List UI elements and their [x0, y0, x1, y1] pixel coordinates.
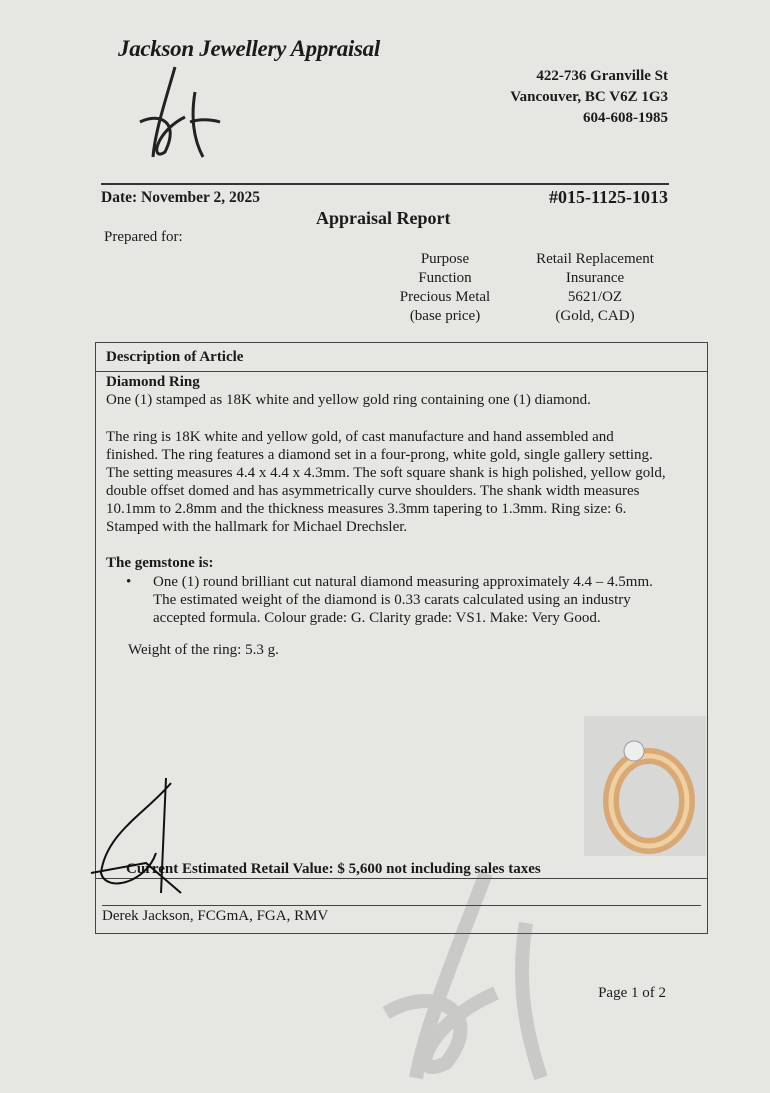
purpose-labels	[390, 250, 500, 326]
appraisal-number: #015-1125-1013	[549, 187, 668, 207]
phone: 604-608-1985	[583, 110, 668, 126]
prepared-for: Prepared for:	[104, 229, 183, 245]
page-number: Page 1 of 2	[598, 985, 666, 1001]
watermark-monogram	[376, 863, 606, 1093]
desc-line: finished. The ring features a diamond set in a four-prong, white gold, single gallery setting.	[106, 447, 653, 463]
address-city: Vancouver, BC V6Z 1G3	[510, 89, 668, 105]
label: Purpose	[420, 251, 470, 267]
label: Precious Metal	[399, 289, 491, 305]
value: Retail Replacement	[536, 251, 654, 267]
date: Date: November 2, 2025	[101, 189, 260, 206]
signature	[86, 773, 196, 903]
gem-line: accepted formula. Colour grade: G. Clarity grade: VS1. Make: Very Good.	[153, 610, 601, 626]
gem-line: The estimated weight of the diamond is 0.33 carats calculated using an industry	[153, 592, 631, 608]
signature-line	[102, 905, 701, 906]
report-title: Appraisal Report	[316, 208, 451, 228]
desc-line: double offset domed and has asymmetrically curve shoulders. The shank width measures	[106, 483, 640, 499]
purpose-values	[525, 250, 665, 326]
address-block	[510, 66, 668, 129]
article-header-label: Description of Article	[106, 349, 244, 365]
ring-weight: Weight of the ring: 5.3 g.	[128, 642, 279, 658]
value: (Gold, CAD)	[555, 308, 635, 324]
label: (base price)	[409, 308, 481, 324]
divider	[101, 183, 669, 185]
value: Insurance	[565, 270, 625, 286]
article-box	[95, 342, 708, 934]
desc-line: The ring is 18K white and yellow gold, of cast manufacture and hand assembled and	[106, 429, 614, 445]
desc-line: Stamped with the hallmark for Michael Drechsler.	[106, 519, 408, 535]
signer-name: Derek Jackson, FCGmA, FGA, RMV	[102, 908, 329, 924]
desc-line: The setting measures 4.4 x 4.4 x 4.3mm. The soft square shank is high polished, yellow gold,	[106, 465, 666, 481]
item-title: Diamond Ring	[106, 374, 200, 390]
item-description	[106, 428, 666, 536]
label: Function	[418, 270, 472, 286]
monogram-logo	[135, 62, 225, 167]
item-summary: One (1) stamped as 18K white and yellow gold ring containing one (1) diamond.	[106, 392, 591, 408]
company-logo-text: Jackson Jewellery Appraisal	[118, 36, 380, 61]
address-street: 422-736 Granville St	[536, 68, 668, 84]
gem-description	[153, 573, 653, 627]
gem-title: The gemstone is:	[106, 555, 214, 571]
article-header	[96, 343, 707, 372]
estimated-value: Current Estimated Retail Value: $ 5,600 not including sales taxes	[126, 861, 541, 877]
desc-line: 10.1mm to 2.8mm and the thickness measures 3.3mm tapering to 1.3mm. Ring size: 6.	[106, 501, 627, 517]
value: 5621/OZ	[567, 289, 623, 305]
gem-line: One (1) round brilliant cut natural diamond measuring approximately 4.4 – 4.5mm.	[153, 574, 653, 590]
ring-photo	[584, 716, 706, 856]
bullet-icon: •	[126, 574, 132, 590]
